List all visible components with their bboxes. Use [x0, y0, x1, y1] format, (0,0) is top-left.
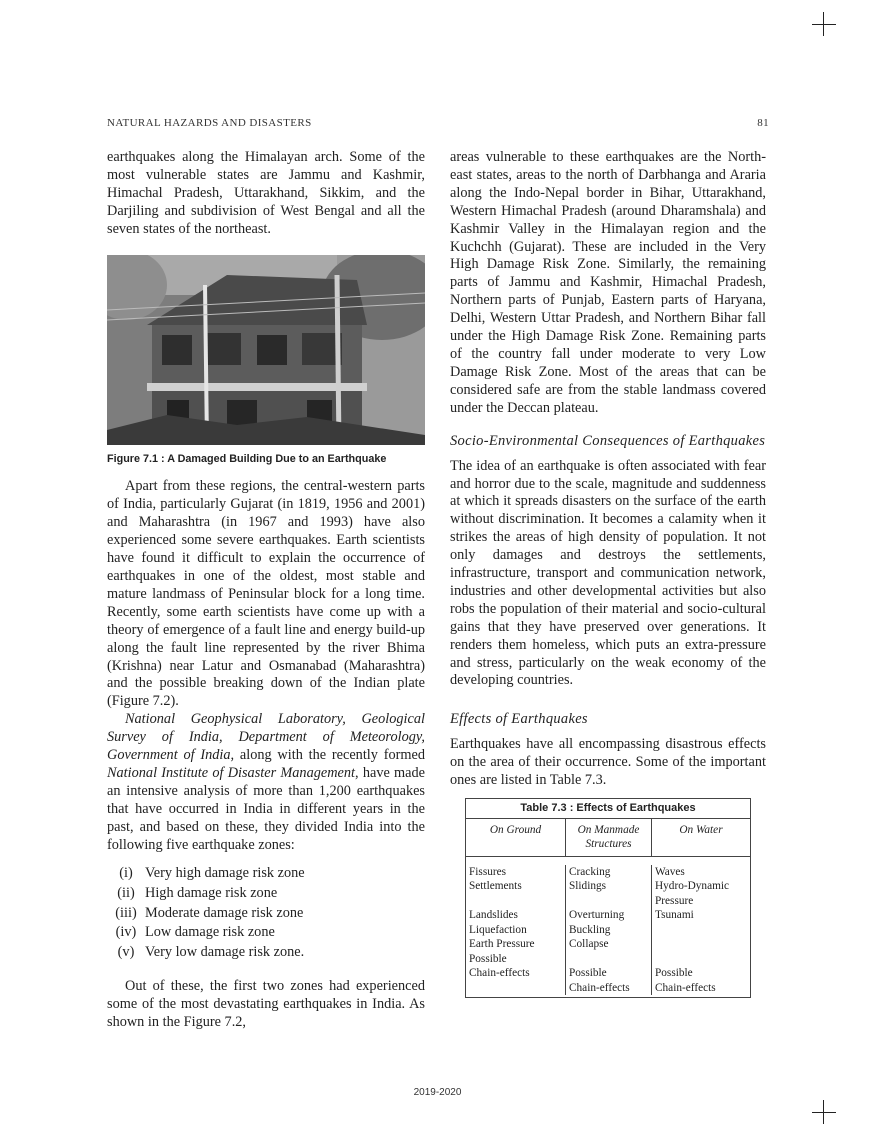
zone-text: Low damage risk zone: [145, 924, 275, 941]
paragraph-agencies: [107, 711, 425, 854]
table-cell: Settlements: [469, 880, 522, 893]
effects-table: [465, 798, 751, 998]
table-cell: Hydro-Dynamic: [655, 880, 730, 893]
zone-number: (v): [117, 943, 135, 960]
table-header-row: [466, 819, 750, 857]
zone-item: [107, 943, 425, 963]
table-cell: Liquefaction: [469, 923, 527, 936]
table-cell: Fissures: [469, 865, 507, 878]
table-header-water: On Water: [651, 819, 750, 857]
zone-item: [107, 864, 425, 884]
zone-number: (ii): [117, 885, 135, 902]
table-cell: Slidings: [569, 880, 607, 893]
table-cell: Cracking: [569, 865, 611, 878]
zone-text: Moderate damage risk zone: [145, 904, 304, 921]
table-cell: Waves: [655, 865, 685, 878]
table-cell: [569, 894, 648, 909]
table-col-water: [651, 865, 750, 996]
table-cell: Pressure: [655, 894, 694, 907]
table-cell: [655, 923, 747, 938]
table-cell: Collapse: [569, 938, 609, 951]
crop-mark-top-right-h: [812, 24, 836, 25]
table-cell: [655, 937, 747, 952]
figure-caption: Figure 7.1 : A Damaged Building Due to an Earthquake: [107, 452, 387, 465]
table-cell: Chain-effects: [569, 981, 630, 994]
running-title: NATURAL HAZARDS AND DISASTERS: [107, 117, 312, 129]
zone-number: (iii): [115, 904, 137, 921]
table-cell: [655, 952, 747, 967]
zone-number: (i): [119, 865, 133, 882]
crop-mark-bottom-right-h: [812, 1112, 836, 1113]
paragraph-out-of-these: Out of these, the first two zones had experienced some of the most devastating earthquakes in India. As shown in the Figure 7.2,: [107, 978, 425, 1031]
table-header-ground: On Ground: [466, 819, 565, 857]
zone-text: High damage risk zone: [145, 885, 278, 902]
agencies-mid: along with the recently formed: [234, 747, 425, 764]
table-cell: Tsunami: [655, 909, 694, 922]
agencies-rest: , have made an intensive analysis of more than 1,200 earthquakes that have occurred in India in different years in the past, and based on these, they divided India into the following five earthquake zones:: [107, 764, 426, 853]
table-cell: Landslides: [469, 909, 518, 922]
footer-year: 2019-2020: [413, 1087, 462, 1098]
table-cell: [469, 894, 562, 909]
damaged-building-photo: [107, 255, 425, 445]
zone-number: (iv): [115, 924, 137, 941]
earthquake-zones-list: [107, 864, 425, 962]
crop-mark-bottom-right-v: [823, 1100, 824, 1124]
table-col-ground: [466, 865, 565, 996]
table-cell: Buckling: [569, 923, 611, 936]
running-head: [107, 117, 769, 129]
heading-socio-environmental: Socio-Environmental Consequences of Earthquakes: [450, 432, 766, 449]
right-column: [450, 149, 766, 998]
heading-effects: Effects of Earthquakes: [450, 711, 588, 728]
table-col-structures: [565, 865, 651, 996]
paragraph-areas: areas vulnerable to these earthquakes are the North-east states, areas to the north of Darbhanga and Araria along the Indo-Nepal border in Bihar, Uttarakhand, Western Himachal Pradesh (around Dharamshala) and Kashmir Valley in the Himalayan region and the Kuchchh (Gujarat). These are included in the Very High Damage Risk Zone. Similarly, the remaining parts of Jammu and Kashmir, Himachal Pradesh, Northern parts of Punjab, Eastern parts of Haryana, Delhi, Western Uttar Pradesh, and Northern Bihar fall under the High Damage Risk Zone. Remaining parts of the country fall under moderate to very Low Damage Risk Zone. Most of the areas that can be considered safe are from the stable landmass covered under the Deccan plateau.: [450, 149, 766, 416]
table-cell: Earth Pressure: [469, 938, 535, 951]
table-title: Table 7.3 : Effects of Earthquakes: [466, 799, 750, 819]
table-cell: [569, 952, 648, 967]
table-cell: Possible: [655, 967, 693, 980]
table-cell: Chain-effects: [655, 981, 716, 994]
ndma-italic: National Institute of Disaster Management: [107, 764, 356, 781]
table-body: [466, 857, 750, 998]
photo-illustration: [107, 255, 425, 445]
paragraph-effects: Earthquakes have all encompassing disastrous effects on the area of their occurrence. Some of the important ones are listed in Table 7.3.: [450, 736, 766, 789]
left-column: [107, 149, 425, 1032]
page-number: 81: [757, 117, 769, 129]
zone-text: Very low damage risk zone.: [145, 943, 305, 960]
table-cell: Possible: [569, 967, 607, 980]
paragraph-continued: earthquakes along the Himalayan arch. Some of the most vulnerable states are Jammu and Kashmir, Himachal Pradesh, Uttarakhand, Sikkim, and the Darjiling and subdivision of West Bengal and all the seven states of the northeast.: [107, 149, 425, 237]
zone-item: [107, 904, 425, 924]
paragraph-idea: The idea of an earthquake is often associated with fear and horror due to the scale, magnitude and suddenness at which it spreads disasters on the surface of the earth without discrimination. It becomes a calamity when it strikes the areas of high density of population. It not only damages and destroys the settlements, infrastructure, transport and communication network, industries and other developmental activities but also robs the population of their material and socio-cultural gains that they have preserved over generations. It renders them homeless, which puts an extra-pressure and stress, particularly on the weak economy of the developing countries.: [450, 457, 766, 689]
table-header-structures: On Manmade Structures: [565, 819, 651, 857]
table-cell: Overturning: [569, 909, 625, 922]
zone-text: Very high damage risk zone: [145, 865, 305, 882]
table-cell: Chain-effects: [469, 967, 530, 980]
crop-mark-top-right-v: [823, 12, 824, 36]
paragraph-central-western: Apart from these regions, the central-western parts of India, particularly Gujarat (in 1819, 1956 and 2001) and Maharashtra (in 1967 and 1993) have also experienced some severe earthquakes. Earth scientists have found it difficult to explain the occurrence of earthquakes in one of the oldest, most stable and mature landmass of Peninsular block for a long time. Recently, some earth scientists have come up with a theory of emergence of a fault line and energy build-up along the fault line represented by the river Bhima (Krishna) near Latur and Osmanabad (Maharashtra) and the possible breaking down of the Indian plate (Figure 7.2).: [107, 478, 425, 710]
agencies-italic: National Geophysical Laboratory, Geological Survey of India, Department of Meteorology, Government of India,: [107, 711, 425, 764]
zone-item: [107, 884, 425, 904]
zone-item: [107, 923, 425, 943]
table-cell: Possible: [469, 952, 507, 965]
